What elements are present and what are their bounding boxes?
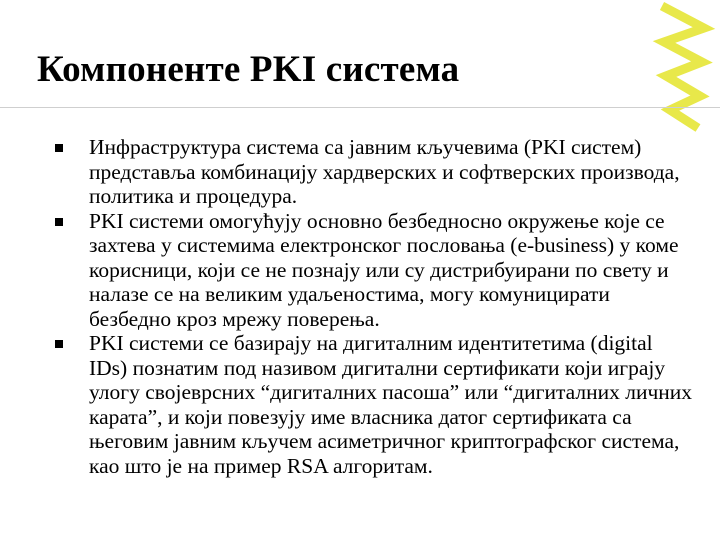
slide-title: Компоненте PKI система [37,49,460,90]
bullet-item [55,209,695,332]
bullet-item [55,331,695,478]
bullet-list [55,135,695,478]
bullet-text: Инфраструктура система са јавним кључевима (PKI систем) представља комбинацију хардверских и софтверских производа, политика и процедура. [89,135,680,208]
square-bullet-icon [55,218,63,226]
square-bullet-icon [55,340,63,348]
square-bullet-icon [55,144,63,152]
bullet-item [55,135,695,209]
bullet-text: PKI системи омогућују основно безбедносно окружење које се захтева у системима електронског пословања (e-business) у коме корисници, који се не познају или су дистрибуирани по свету и налазе се на великим удаљеностима, могу комуницирати безбедно кроз мрежу поверења. [89,208,679,331]
bullet-text: PKI системи се базирају на дигиталним идентитетима (digital IDs) познатим под називом дигитални сертификати који играју улогу својеврсних “дигиталних пасоша” или “дигиталних личних карата”, и који повезују име власника датог сертификата са његовим јавним кључем асиметричног криптографског система, као што је на пример RSA алгоритам. [89,331,693,478]
title-divider [0,107,720,108]
